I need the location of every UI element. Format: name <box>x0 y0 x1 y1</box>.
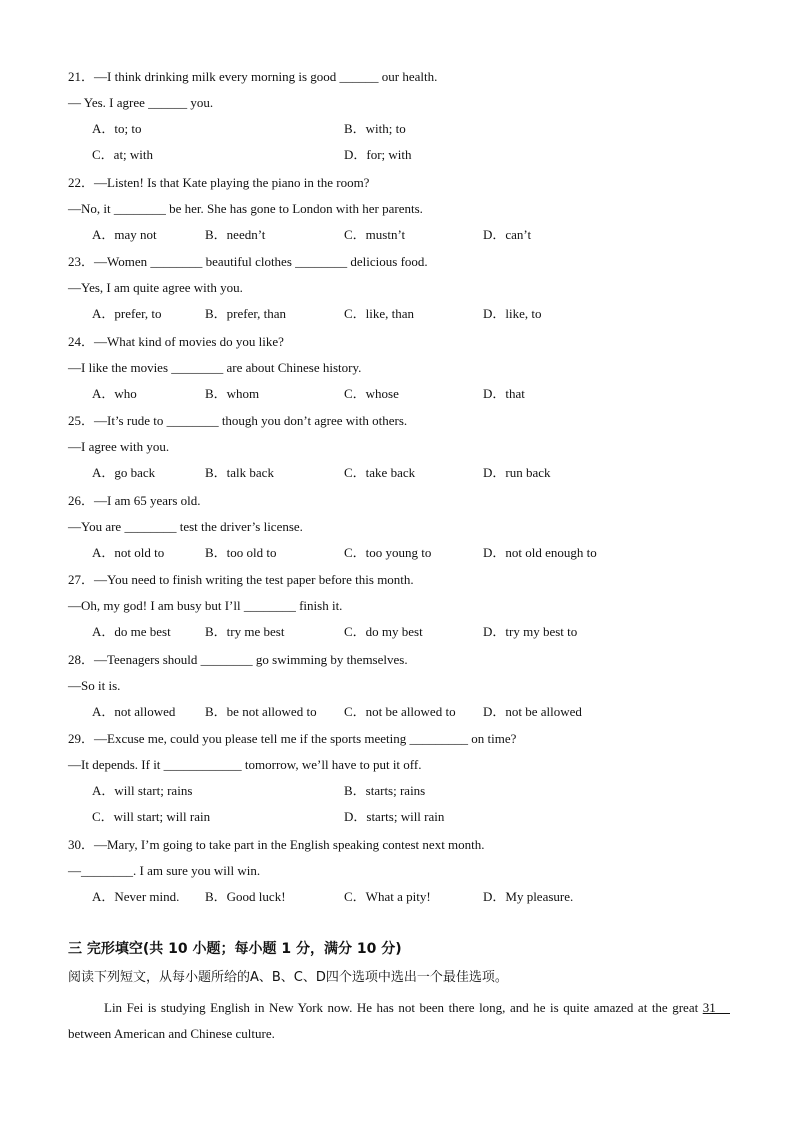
question-prompt: 26．—I am 65 years old. <box>68 492 201 508</box>
option-c[interactable]: C．do my best <box>344 624 423 639</box>
option-d[interactable]: D．My pleasure. <box>483 888 574 904</box>
question-reply: —I agree with you. <box>68 439 170 454</box>
option-row <box>68 778 738 804</box>
option-d[interactable]: D．for; with <box>344 147 412 162</box>
question-29 <box>68 726 738 830</box>
question-reply: —You are ________ test the driver’s license. <box>68 518 303 534</box>
option-row <box>68 460 738 486</box>
passage <box>68 995 730 1047</box>
question-reply: —________. I am sure you will win. <box>68 862 261 878</box>
question-prompt: 25．—It’s rude to ________ though you don’t agree with others. <box>68 413 408 428</box>
option-row <box>68 699 738 725</box>
question-30 <box>68 832 738 910</box>
question-reply: —I like the movies ________ are about Chinese history. <box>68 359 362 375</box>
question-prompt: 23．—Women ________ beautiful clothes ________ delicious food. <box>68 254 428 269</box>
passage-text-end: between American and Chinese culture. <box>68 1026 275 1041</box>
option-b[interactable]: B．prefer, than <box>205 306 287 321</box>
question-27 <box>68 567 738 645</box>
option-c[interactable]: C．mustn’t <box>344 226 406 242</box>
option-row <box>68 222 738 248</box>
option-c[interactable]: C．will start; will rain <box>92 809 211 824</box>
option-c[interactable]: C．too young to <box>344 544 432 560</box>
question-prompt: 24．—What kind of movies do you like? <box>68 333 284 349</box>
option-a[interactable]: A．not allowed <box>92 703 176 719</box>
section-instruction: 阅读下列短文，从每小题所给的A、B、C、D四个选项中选出一个最佳选项。 <box>68 970 508 985</box>
option-b[interactable]: B．whom <box>205 385 260 401</box>
option-d[interactable]: D．run back <box>483 465 551 480</box>
option-row <box>68 381 738 407</box>
question-reply: —So it is. <box>68 677 121 693</box>
option-a[interactable]: A．may not <box>92 226 157 242</box>
option-d[interactable]: D．starts; will rain <box>344 809 445 824</box>
option-b[interactable]: B．talk back <box>205 465 274 480</box>
question-prompt: 30．—Mary, I’m going to take part in the English speaking contest next month. <box>68 836 485 852</box>
option-a[interactable]: A．do me best <box>92 624 171 639</box>
option-b[interactable]: B．too old to <box>205 544 277 560</box>
option-a[interactable]: A．to; to <box>92 121 142 136</box>
question-25 <box>68 408 738 486</box>
option-row <box>68 540 738 566</box>
question-prompt: 29．—Excuse me, could you please tell me if the sports meeting _________ on time? <box>68 731 517 746</box>
option-a[interactable]: A．who <box>92 385 137 401</box>
option-d[interactable]: D．like, to <box>483 306 542 321</box>
option-d[interactable]: D．that <box>483 385 525 401</box>
question-21 <box>68 64 738 168</box>
option-b[interactable]: B．try me best <box>205 624 285 639</box>
question-reply: —Yes, I am quite agree with you. <box>68 280 243 295</box>
option-b[interactable]: B．be not allowed to <box>205 703 317 719</box>
option-c[interactable]: C．whose <box>344 385 399 401</box>
option-row <box>68 116 738 142</box>
option-row <box>68 804 738 830</box>
question-reply: —No, it ________ be her. She has gone to London with her parents. <box>68 200 423 216</box>
question-23 <box>68 249 738 327</box>
question-prompt: 28．—Teenagers should ________ go swimming by themselves. <box>68 651 408 667</box>
option-d[interactable]: D．can’t <box>483 226 532 242</box>
option-d[interactable]: D．not old enough to <box>483 544 597 560</box>
option-b[interactable]: B．with; to <box>344 121 406 136</box>
option-row <box>68 142 738 168</box>
option-c[interactable]: C．What a pity! <box>344 888 431 904</box>
option-a[interactable]: A．will start; rains <box>92 783 193 798</box>
option-row <box>68 619 738 645</box>
option-row <box>68 301 738 327</box>
question-prompt: 22．—Listen! Is that Kate playing the piano in the room? <box>68 174 370 190</box>
question-26 <box>68 488 738 566</box>
option-c[interactable]: C．not be allowed to <box>344 703 456 719</box>
option-a[interactable]: A．not old to <box>92 544 165 560</box>
option-a[interactable]: A．go back <box>92 465 156 480</box>
option-a[interactable]: A．Never mind. <box>92 888 180 904</box>
question-reply: —It depends. If it ____________ tomorrow, we’ll have to put it off. <box>68 757 422 772</box>
option-a[interactable]: A．prefer, to <box>92 306 162 321</box>
option-c[interactable]: C．like, than <box>344 306 415 321</box>
option-d[interactable]: D．try my best to <box>483 624 578 639</box>
question-prompt: 21．—I think drinking milk every morning is good ______ our health. <box>68 69 438 84</box>
option-d[interactable]: D．not be allowed <box>483 703 582 719</box>
passage-text-start: Lin Fei is studying English in New York now. He has not been there long, and he is quite amazed at the great <box>104 1000 699 1015</box>
question-22 <box>68 170 738 248</box>
blank-31[interactable]: 31 <box>702 1000 730 1015</box>
option-b[interactable]: B．needn’t <box>205 226 266 242</box>
question-reply: —Oh, my god! I am busy but I’ll ________ finish it. <box>68 598 343 613</box>
section-title: 三 完形填空(共 10 小题；每小题 1 分，满分 10 分) <box>68 941 402 957</box>
question-prompt: 27．—You need to finish writing the test paper before this month. <box>68 572 414 587</box>
option-b[interactable]: B．Good luck! <box>205 888 286 904</box>
option-row <box>68 884 738 910</box>
question-24 <box>68 329 738 407</box>
option-c[interactable]: C．take back <box>344 465 416 480</box>
option-c[interactable]: C．at; with <box>92 147 154 162</box>
option-b[interactable]: B．starts; rains <box>344 783 426 798</box>
question-28 <box>68 647 738 725</box>
question-reply: — Yes. I agree ______ you. <box>68 95 214 110</box>
